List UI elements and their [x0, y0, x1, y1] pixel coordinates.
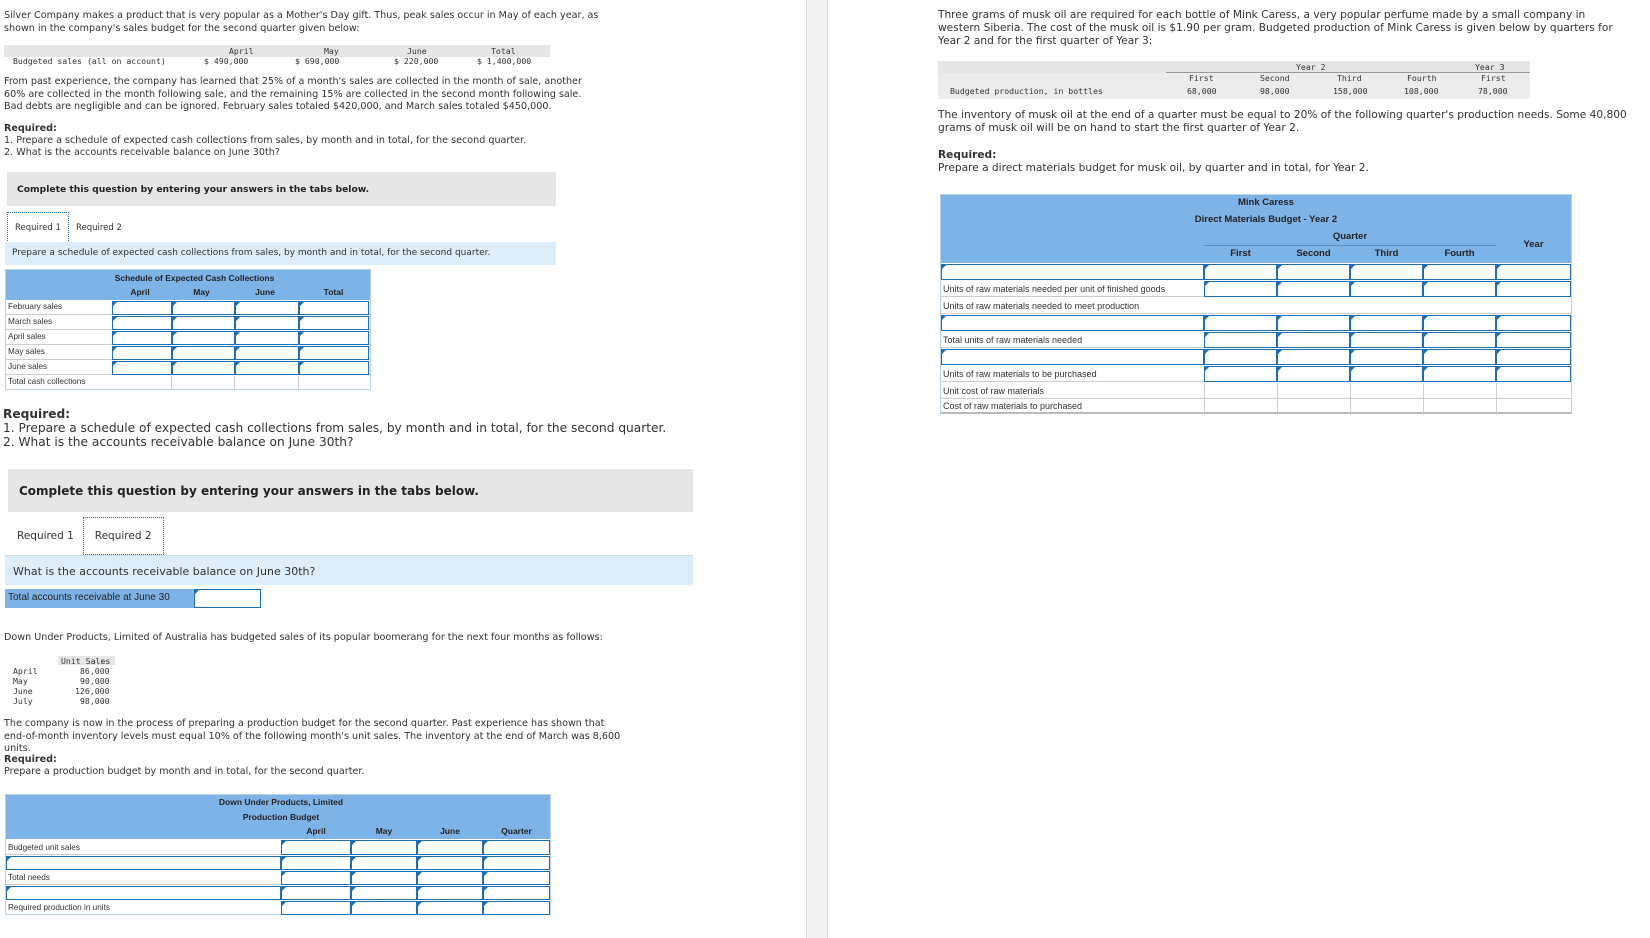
p3-row-label: Budgeted unit sales	[8, 843, 80, 852]
p4-input[interactable]	[1423, 315, 1496, 331]
p3-intro: Down Under Products, Limited of Australia has budgeted sales of its popular boomerang for the next four months as follows:	[4, 632, 603, 643]
p2-ar-input[interactable]	[194, 589, 261, 608]
p1-required-1: 1. Prepare a schedule of expected cash collections from sales, by month and in total, for the second quarter.	[4, 135, 527, 146]
p3-required-text: Prepare a production budget by month and in total, for the second quarter.	[4, 766, 365, 777]
p1-total-cell	[172, 376, 235, 390]
p4-input[interactable]	[1496, 349, 1571, 365]
p4-input[interactable]	[1277, 264, 1350, 280]
p1-sales-h-total: Total	[491, 46, 516, 56]
p1-input-may-may[interactable]	[172, 346, 235, 360]
p4-cell	[1204, 383, 1277, 415]
p3-para: The company is now in the process of preparing a production budget for the second quarter. Past experience has shown that end-of-month inventory levels must equal 10% of the following month's unit sales. The inventory at the end of March was 8,600 units.	[4, 718, 621, 755]
p3-units: 126,000	[75, 686, 110, 696]
p2-complete-bar	[8, 469, 693, 512]
p1-input-apr-april[interactable]	[112, 331, 172, 345]
p1-input-mar-april[interactable]	[112, 316, 172, 330]
p4-input[interactable]	[1277, 315, 1350, 331]
p4-input[interactable]	[1350, 315, 1423, 331]
p1-input-mar-total[interactable]	[299, 316, 369, 330]
p1-complete-bar	[7, 172, 556, 206]
p3-input[interactable]	[483, 840, 550, 855]
p4-input-label[interactable]	[941, 349, 1204, 365]
p2-tabs	[8, 517, 164, 555]
p1-input-jun-june[interactable]	[235, 361, 299, 375]
p3-input[interactable]	[281, 886, 351, 900]
p4-required-text: Prepare a direct materials budget for musk oil, by quarter and in total, for Year 2.	[938, 162, 1369, 174]
p4-h-first-y3: First	[1481, 73, 1506, 83]
p4-year2: Year 2	[1296, 62, 1326, 72]
p3-input[interactable]	[281, 856, 351, 870]
p1-tab-required-2[interactable]: Required 2	[75, 222, 122, 233]
p4-input[interactable]	[1350, 281, 1423, 297]
p4-title1: Mink Caress	[1238, 197, 1294, 208]
p4-h-first: First	[1230, 248, 1251, 259]
p1-collection-text: From past experience, the company has learned that 25% of a month's sales are collected in the month of sale, another 60% are collected in the month following sale, and the remaining 15% are collected in the second month following sale. Bad debts are negligible and can be ignored. February sales totaled $420,000, and March sales totaled $450,000.	[4, 76, 582, 113]
p1-sched-label: April sales	[8, 332, 46, 341]
p1-input-may-total[interactable]	[299, 346, 369, 360]
page-divider	[806, 0, 828, 938]
p4-h-second: Second	[1296, 248, 1331, 259]
p4-input[interactable]	[1277, 366, 1350, 382]
p4-row-label: Units of raw materials needed per unit of finished goods	[943, 284, 1166, 294]
p4-quarter-rule	[1204, 245, 1496, 246]
p1-input-mar-may[interactable]	[172, 316, 235, 330]
p1-required-2: 2. What is the accounts receivable balance on June 30th?	[4, 147, 280, 158]
p4-input[interactable]	[1423, 366, 1496, 382]
p2-instruction: What is the accounts receivable balance on June 30th?	[13, 565, 316, 578]
p1-input-feb-may[interactable]	[172, 301, 235, 315]
p4-row	[941, 297, 1571, 314]
p4-input[interactable]	[1204, 349, 1277, 365]
p4-input[interactable]	[1350, 332, 1423, 348]
p4-required-title: Required:	[938, 149, 997, 161]
p1-input-may-june[interactable]	[235, 346, 299, 360]
p3-units: 90,000	[80, 676, 110, 686]
p4-materials-table	[940, 194, 1572, 414]
p2-complete-text: Complete this question by entering your answers in the tabs below.	[19, 484, 479, 498]
p1-input-apr-total[interactable]	[299, 331, 369, 345]
p1-input-jun-april[interactable]	[112, 361, 172, 375]
p4-input[interactable]	[1496, 264, 1571, 280]
p2-tab-required-2[interactable]: Required 2	[83, 517, 164, 555]
p4-v-fourth: 108,000	[1404, 86, 1439, 96]
p4-v-first: 68,000	[1187, 86, 1217, 96]
p4-h-third: Third	[1374, 248, 1399, 259]
p3-input[interactable]	[351, 886, 417, 900]
p4-quarter-label: Quarter	[1332, 231, 1368, 242]
p1-schedule-h-may: May	[193, 287, 210, 297]
p4-input[interactable]	[1423, 349, 1496, 365]
p3-input[interactable]	[351, 871, 417, 885]
p4-input[interactable]	[1496, 332, 1571, 348]
p1-input-mar-june[interactable]	[235, 316, 299, 330]
p3-input[interactable]	[351, 856, 417, 870]
p1-intro: Silver Company makes a product that is very popular as a Mother's Day gift. Thus, peak sales occur in May of each year, as shown in the company's sales budget for the second quarter given below:	[4, 10, 599, 34]
p3-input[interactable]	[483, 871, 550, 885]
p4-title2: Direct Materials Budget - Year 2	[1194, 214, 1338, 225]
p3-production-table	[5, 794, 551, 915]
p1-schedule-h-total: Total	[323, 287, 344, 297]
p1-tab-required-1[interactable]: Required 1	[7, 212, 69, 243]
p4-input[interactable]	[1204, 332, 1277, 348]
p3-input[interactable]	[417, 856, 483, 870]
p4-input[interactable]	[1204, 281, 1277, 297]
p2-required-1: 1. Prepare a schedule of expected cash collections from sales, by month and in total, for the second quarter.	[3, 421, 667, 435]
p2-instruction-bar	[5, 555, 693, 585]
p4-input[interactable]	[1423, 281, 1496, 297]
p1-sched-label: Total cash collections	[8, 377, 86, 386]
p1-complete-text: Complete this question by entering your answers in the tabs below.	[17, 184, 370, 195]
p3-h-may: May	[375, 826, 393, 836]
p3-month: June	[13, 686, 33, 696]
p4-h-second: Second	[1260, 73, 1290, 83]
p4-input[interactable]	[1496, 281, 1571, 297]
p2-ar-label: Total accounts receivable at June 30	[8, 592, 170, 603]
p3-h-june: June	[440, 826, 460, 836]
p1-input-feb-june[interactable]	[235, 301, 299, 315]
p1-sched-label: June sales	[8, 362, 48, 371]
p4-year-label: Year	[1523, 239, 1544, 250]
p2-required-2: 2. What is the accounts receivable balance on June 30th?	[3, 435, 354, 449]
p1-sched-label: May sales	[8, 347, 45, 356]
p4-row-label: Unit cost of raw materials	[943, 386, 1045, 396]
p1-sales-h-june: June	[407, 46, 427, 56]
p3-input[interactable]	[483, 886, 550, 900]
p3-row-label: Total needs	[8, 873, 50, 882]
p4-cell	[1496, 383, 1571, 415]
p1-tabs	[7, 212, 129, 243]
p3-month: May	[13, 676, 28, 686]
p1-sched-label: March sales	[8, 317, 53, 326]
p3-units: 86,000	[80, 666, 110, 676]
p4-v-first-y3: 78,000	[1478, 86, 1508, 96]
p1-input-apr-may[interactable]	[172, 331, 235, 345]
p1-schedule-h-april: April	[130, 287, 150, 297]
p4-input[interactable]	[1277, 281, 1350, 297]
p2-ar-label-cell	[5, 589, 194, 608]
p3-input[interactable]	[483, 856, 550, 870]
p3-h-april: April	[306, 826, 326, 836]
p4-h-fourth: Fourth	[1444, 248, 1475, 259]
p4-cell	[1423, 383, 1496, 415]
p4-h-first: First	[1189, 73, 1214, 83]
p1-sched-label: February sales	[8, 302, 63, 311]
p4-input[interactable]	[1204, 366, 1277, 382]
p3-title2: Production Budget	[242, 812, 320, 822]
p1-sales-v-april: $ 490,000	[204, 56, 249, 66]
p2-required-title: Required:	[3, 407, 71, 421]
p1-total-cell	[235, 376, 299, 390]
p4-input[interactable]	[1204, 264, 1277, 280]
p4-row-label: Total units of raw materials needed	[943, 335, 1083, 345]
p3-h-quarter: Quarter	[501, 826, 532, 836]
p1-sales-v-total: $ 1,400,000	[477, 56, 532, 66]
p4-input[interactable]	[1423, 332, 1496, 348]
p3-input[interactable]	[281, 901, 351, 915]
p3-input[interactable]	[417, 886, 483, 900]
p4-cell	[1277, 383, 1350, 415]
p3-input[interactable]	[351, 840, 417, 855]
p1-sales-v-june: $ 220,000	[394, 56, 439, 66]
p4-input[interactable]	[1350, 264, 1423, 280]
p1-schedule-title: Schedule of Expected Cash Collections	[114, 273, 275, 283]
p3-unit-sales-header: Unit Sales	[61, 656, 111, 666]
p4-v-third: 158,000	[1333, 86, 1368, 96]
p4-input[interactable]	[1496, 366, 1571, 382]
p1-schedule-table	[5, 269, 371, 390]
p4-input-label[interactable]	[941, 264, 1204, 280]
p4-year3: Year 3	[1475, 62, 1505, 72]
p4-input[interactable]	[1204, 315, 1277, 331]
p3-input[interactable]	[281, 871, 351, 885]
p3-input[interactable]	[417, 871, 483, 885]
p4-input[interactable]	[1496, 315, 1571, 331]
p4-row-label: Cost of raw materials to purchased	[943, 401, 1083, 411]
p4-input[interactable]	[1277, 332, 1350, 348]
p2-tab-required-1[interactable]: Required 1	[17, 530, 74, 542]
p1-input-feb-april[interactable]	[112, 301, 172, 315]
p4-row-label: Budgeted production, in bottles	[950, 86, 1103, 96]
p1-required-title: Required:	[4, 123, 57, 134]
p4-row-label: Units of raw materials needed to meet production	[943, 301, 1140, 311]
p4-input[interactable]	[1350, 366, 1423, 382]
p3-input[interactable]	[351, 901, 417, 915]
p1-input-feb-total[interactable]	[299, 301, 369, 315]
p1-instruction: Prepare a schedule of expected cash collections from sales, by month and in total, for the second quarter.	[12, 248, 491, 258]
p4-input[interactable]	[1277, 349, 1350, 365]
p1-sales-v-may: $ 690,000	[295, 56, 340, 66]
p3-input-label-2[interactable]	[6, 886, 281, 900]
p3-required-title: Required:	[4, 754, 57, 765]
p1-total-cell	[112, 376, 172, 390]
p3-row-label: Required production in units	[8, 903, 110, 912]
p1-input-jun-total[interactable]	[299, 361, 369, 375]
p3-input[interactable]	[483, 901, 550, 915]
p4-h-third: Third	[1337, 73, 1362, 83]
p3-input[interactable]	[417, 840, 483, 855]
p4-h-fourth: Fourth	[1407, 73, 1437, 83]
p1-instruction-bar	[5, 242, 556, 265]
p1-sales-h-may: May	[324, 46, 339, 56]
p1-sales-row-label: Budgeted sales (all on account)	[13, 56, 166, 66]
p3-input[interactable]	[417, 901, 483, 915]
p4-input[interactable]	[1423, 264, 1496, 280]
p3-input-label-1[interactable]	[6, 856, 281, 870]
p3-title1: Down Under Products, Limited	[218, 797, 344, 807]
p1-sales-h-april: April	[229, 46, 254, 56]
p4-v-second: 98,000	[1260, 86, 1290, 96]
p3-month: April	[13, 666, 38, 676]
p3-units: 98,000	[80, 696, 110, 706]
p1-input-may-april[interactable]	[112, 346, 172, 360]
p3-month: July	[13, 696, 33, 706]
p4-input[interactable]	[1350, 349, 1423, 365]
p1-input-apr-june[interactable]	[235, 331, 299, 345]
p4-cell	[1350, 383, 1423, 415]
p4-input-label[interactable]	[941, 315, 1204, 331]
p1-input-jun-may[interactable]	[172, 361, 235, 375]
p4-inventory-text: The inventory of musk oil at the end of a quarter must be equal to 20% of the following quarter's production needs. Some 40,800 grams of musk oil will be on hand to start the first quarter of Year 2.	[938, 109, 1627, 134]
p4-intro: Three grams of musk oil are required for each bottle of Mink Caress, a very popular perfume made by a small company in western Siberia. The cost of the musk oil is $1.90 per gram. Budgeted production of Mink Caress is given below by quarters for Year 2 and for the first quarter of Year 3:	[938, 9, 1613, 47]
p3-input[interactable]	[281, 840, 351, 855]
p1-schedule-h-june: June	[255, 287, 275, 297]
p4-row-label: Units of raw materials to be purchased	[943, 369, 1097, 379]
